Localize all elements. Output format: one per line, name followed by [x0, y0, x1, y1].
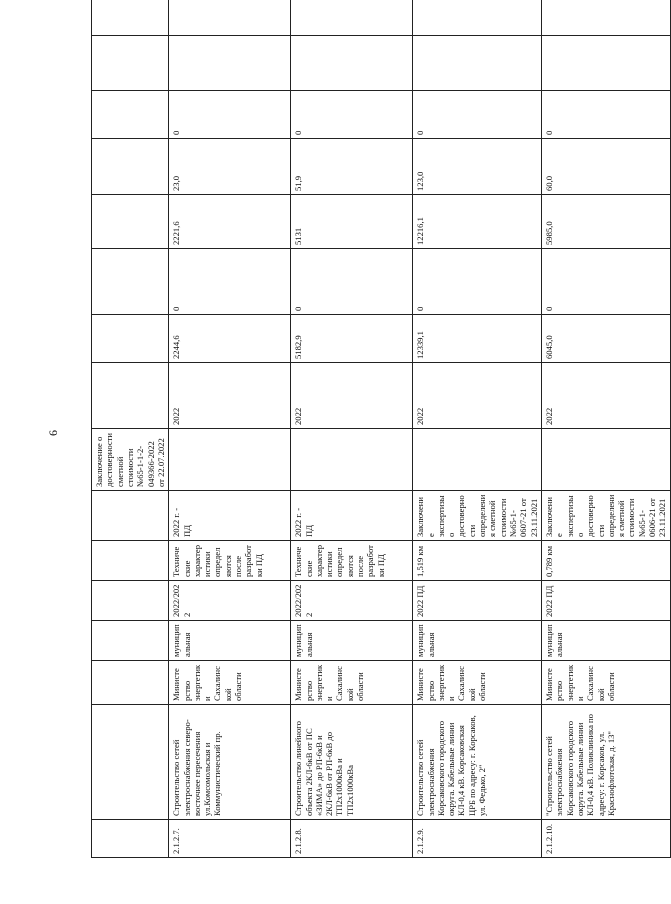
cell	[92, 661, 169, 705]
table-row	[413, 0, 542, 858]
cell	[92, 0, 169, 36]
cell-years: 2022/2022	[291, 581, 413, 621]
cell-ministry: Министерство энергетики Сахалинской области	[291, 661, 413, 705]
cell	[92, 315, 169, 363]
cell-conclusion: Заключение о достоверности сметной стоимости №65-1-1-2-049366-2022 от 22.07.2022	[92, 429, 169, 491]
cell-total: 12339,1	[413, 315, 542, 363]
cell-docs: Заключение экспертизы о достоверности определения сметной стоимости №65-1-0606-21 от 23.11.2021	[541, 491, 670, 541]
cell-ministry: Министерство энергетики Сахалинской области	[169, 661, 291, 705]
cell-extra: 0	[541, 91, 670, 139]
cell-name: Строительство сетей электроснабжения северо-восточнее пересечения ул.Комсомольская и Коммунистический пр.	[169, 705, 291, 820]
cell-reg: 12216,1	[413, 195, 542, 249]
cell-fed: 0	[413, 249, 542, 315]
cell-year: 2022	[291, 363, 413, 429]
cell-mun: 23,0	[169, 139, 291, 195]
cell-empty	[291, 36, 413, 91]
cell	[92, 820, 169, 858]
cell-reg: 5131	[291, 195, 413, 249]
cell-year: 2022	[169, 363, 291, 429]
cell-fed: 0	[541, 249, 670, 315]
table-row	[169, 0, 291, 858]
cell-year: 2022	[413, 363, 542, 429]
cell-ownership: муниципальная	[291, 621, 413, 661]
cell	[92, 195, 169, 249]
cell-empty	[291, 0, 413, 36]
cell-empty	[291, 429, 413, 491]
cell-docs: 2022 г. - ПД	[291, 491, 413, 541]
cell	[92, 581, 169, 621]
cell-num: 2.1.2.10.	[541, 820, 670, 858]
cell-fed: 0	[291, 249, 413, 315]
cell-total: 2244,6	[169, 315, 291, 363]
cell-mun: 123,0	[413, 139, 542, 195]
cell	[92, 541, 169, 581]
cell-num: 2.1.2.9.	[413, 820, 542, 858]
cell	[92, 363, 169, 429]
cell-total: 5182,9	[291, 315, 413, 363]
table-container	[91, 14, 668, 858]
cell-characteristics: 0,789 км	[541, 541, 670, 581]
table-row	[541, 0, 670, 858]
cell-characteristics: Технические характеристики определяются после разработки ПД	[169, 541, 291, 581]
cell-characteristics: 1,519 км	[413, 541, 542, 581]
cell-ownership: муниципальная	[169, 621, 291, 661]
cell	[92, 91, 169, 139]
cell-reg: 2221,6	[169, 195, 291, 249]
cell-name: Строительство сетей электроснабжения Корсаковского городского округа. Кабельные линии КЛ-0,4 кВ. Корсаковская ЦРБ по адресу: г. Корсаков, ул. Федько, 2"	[413, 705, 542, 820]
cell-num: 2.1.2.8.	[291, 820, 413, 858]
cell-extra: 0	[291, 91, 413, 139]
cell-empty	[413, 0, 542, 36]
cell	[92, 139, 169, 195]
cell-fed: 0	[169, 249, 291, 315]
cell	[92, 36, 169, 91]
table-row	[291, 0, 413, 858]
cell	[92, 249, 169, 315]
rotated-table-wrapper	[91, 14, 668, 858]
cell	[92, 491, 169, 541]
cell-mun: 51,9	[291, 139, 413, 195]
cell-ministry: Министерство энергетики Сахалинской области	[541, 661, 670, 705]
cell-ministry: Министерство энергетики Сахалинской области	[413, 661, 542, 705]
cell-empty	[413, 429, 542, 491]
cell-year: 2022	[541, 363, 670, 429]
cell-total: 6045,0	[541, 315, 670, 363]
cell-empty	[541, 36, 670, 91]
cell-ownership: муниципальная	[413, 621, 542, 661]
cell-empty	[413, 36, 542, 91]
cell-years: 2022 ПД	[541, 581, 670, 621]
cell-empty	[169, 0, 291, 36]
cell-name: Строительство линейного объекта 2КЛ-6кВ от ПС «ЗИМА» до РП-6кВ и 2КЛ-6кВ от РП-6кВ до ТП2х1000кВа и ТП2х1000кВа	[291, 705, 413, 820]
cell-empty	[169, 429, 291, 491]
cell	[92, 621, 169, 661]
cell-ownership: муниципальная	[541, 621, 670, 661]
cell-years: 2022 ПД	[413, 581, 542, 621]
cell-characteristics: Технические характеристики определяются после разработки ПД	[291, 541, 413, 581]
cell-empty	[169, 36, 291, 91]
cell-docs: Заключение экспертизы о достоверности определения сметной стоимости №65-1-0607-21 от 23.11.2021	[413, 491, 542, 541]
cell-mun: 60,0	[541, 139, 670, 195]
page-number: 6	[46, 430, 60, 436]
cell-name: "Строительство сетей электроснабжения Корсаковского городского округа. Кабельные линии КЛ-0,4 кВ. Поликлиника по адресу: г. Корсаков, ул. Краснофлотская, д. 13"	[541, 705, 670, 820]
cell-reg: 5985,0	[541, 195, 670, 249]
cell-extra: 0	[169, 91, 291, 139]
cell-empty	[541, 0, 670, 36]
cell-empty	[541, 429, 670, 491]
cell-docs: 2022 г. - ПД	[169, 491, 291, 541]
cell-extra: 0	[413, 91, 542, 139]
cell-num: 2.1.2.7.	[169, 820, 291, 858]
cell	[92, 705, 169, 820]
cell-years: 2022/2022	[169, 581, 291, 621]
table-row-continuation	[92, 0, 169, 858]
program-table	[91, 0, 671, 858]
